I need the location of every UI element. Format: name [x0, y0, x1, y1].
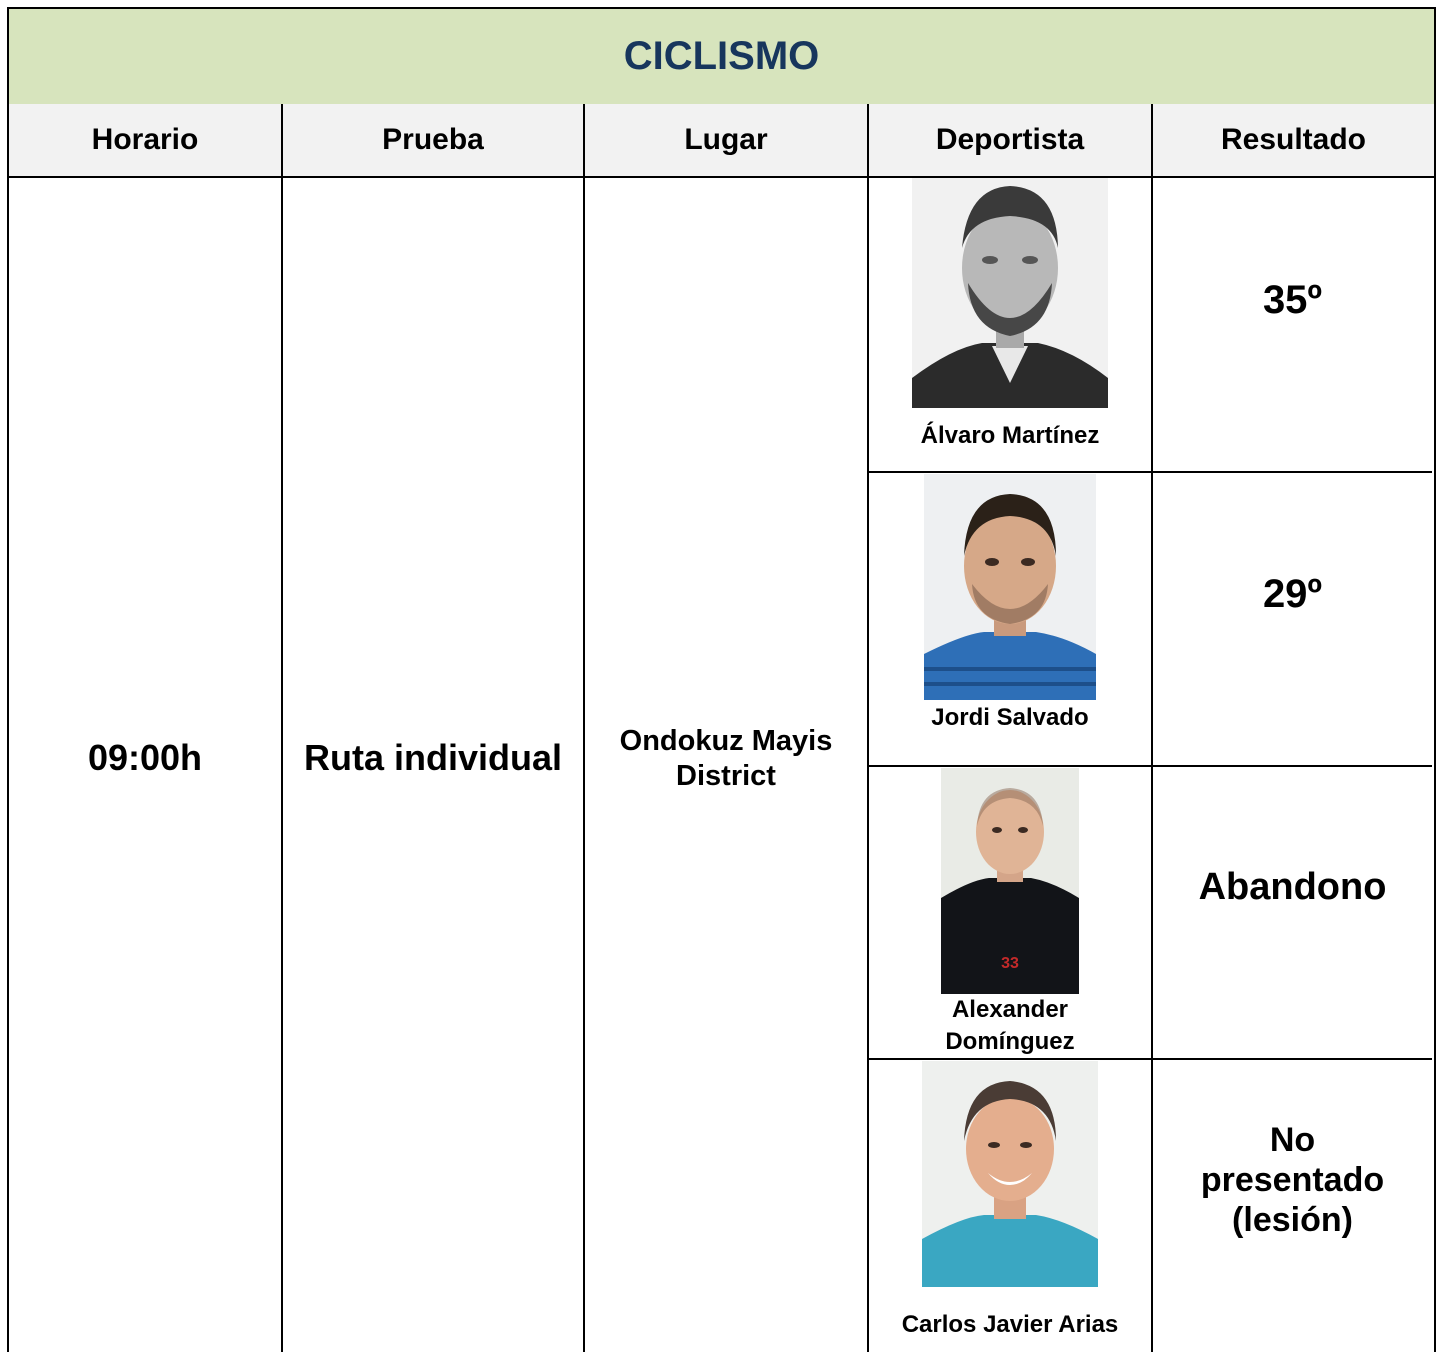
- table-body: [7, 178, 1436, 1352]
- athlete-photo: [924, 474, 1096, 700]
- header-lugar: Lugar: [585, 104, 869, 176]
- athlete-result: 29º: [1262, 572, 1323, 616]
- athlete-name: Jordi Salvado: [931, 704, 1089, 731]
- athlete-result: 35º: [1262, 278, 1323, 322]
- athlete-photo: [941, 768, 1079, 994]
- athlete-result: No presentado (lesión): [1200, 1121, 1385, 1239]
- event-test: Ruta individual: [303, 737, 562, 778]
- result-cell: [1153, 278, 1432, 323]
- header-row: [7, 104, 1436, 178]
- header-horario: Horario: [9, 104, 283, 176]
- athlete-name: Carlos Javier Arias: [901, 1311, 1119, 1338]
- athlete-cell: [869, 768, 1151, 1058]
- athlete-cell: [869, 1061, 1151, 1341]
- event-place: Ondokuz Mayis District: [619, 725, 833, 792]
- header-prueba: Prueba: [283, 104, 585, 176]
- result-cell: [1153, 1120, 1432, 1240]
- header-deportista: Deportista: [869, 104, 1153, 176]
- athlete-cell: [869, 474, 1151, 734]
- result-cell: [1153, 866, 1432, 909]
- time-cell: [9, 178, 283, 1352]
- athlete-name: Alexander Domínguez: [945, 996, 1075, 1055]
- test-cell: [283, 178, 585, 1352]
- athlete-result: Abandono: [1198, 866, 1387, 908]
- results-table: [7, 7, 1434, 1352]
- row-divider: [869, 1058, 1432, 1060]
- row-divider: [869, 765, 1432, 767]
- athlete-photo: [912, 178, 1108, 408]
- event-time: 09:00h: [87, 737, 203, 778]
- header-resultado: Resultado: [1220, 123, 1367, 156]
- athlete-photo: [922, 1061, 1098, 1287]
- place-cell: [585, 178, 869, 1352]
- table-title: CICLISMO: [623, 34, 820, 78]
- svg-text:33: 33: [1001, 955, 1019, 972]
- result-cell: [1153, 572, 1432, 617]
- row-divider: [869, 471, 1432, 473]
- table-title-row: [7, 7, 1436, 106]
- athlete-name: Álvaro Martínez: [920, 422, 1100, 449]
- athlete-cell: [869, 178, 1151, 452]
